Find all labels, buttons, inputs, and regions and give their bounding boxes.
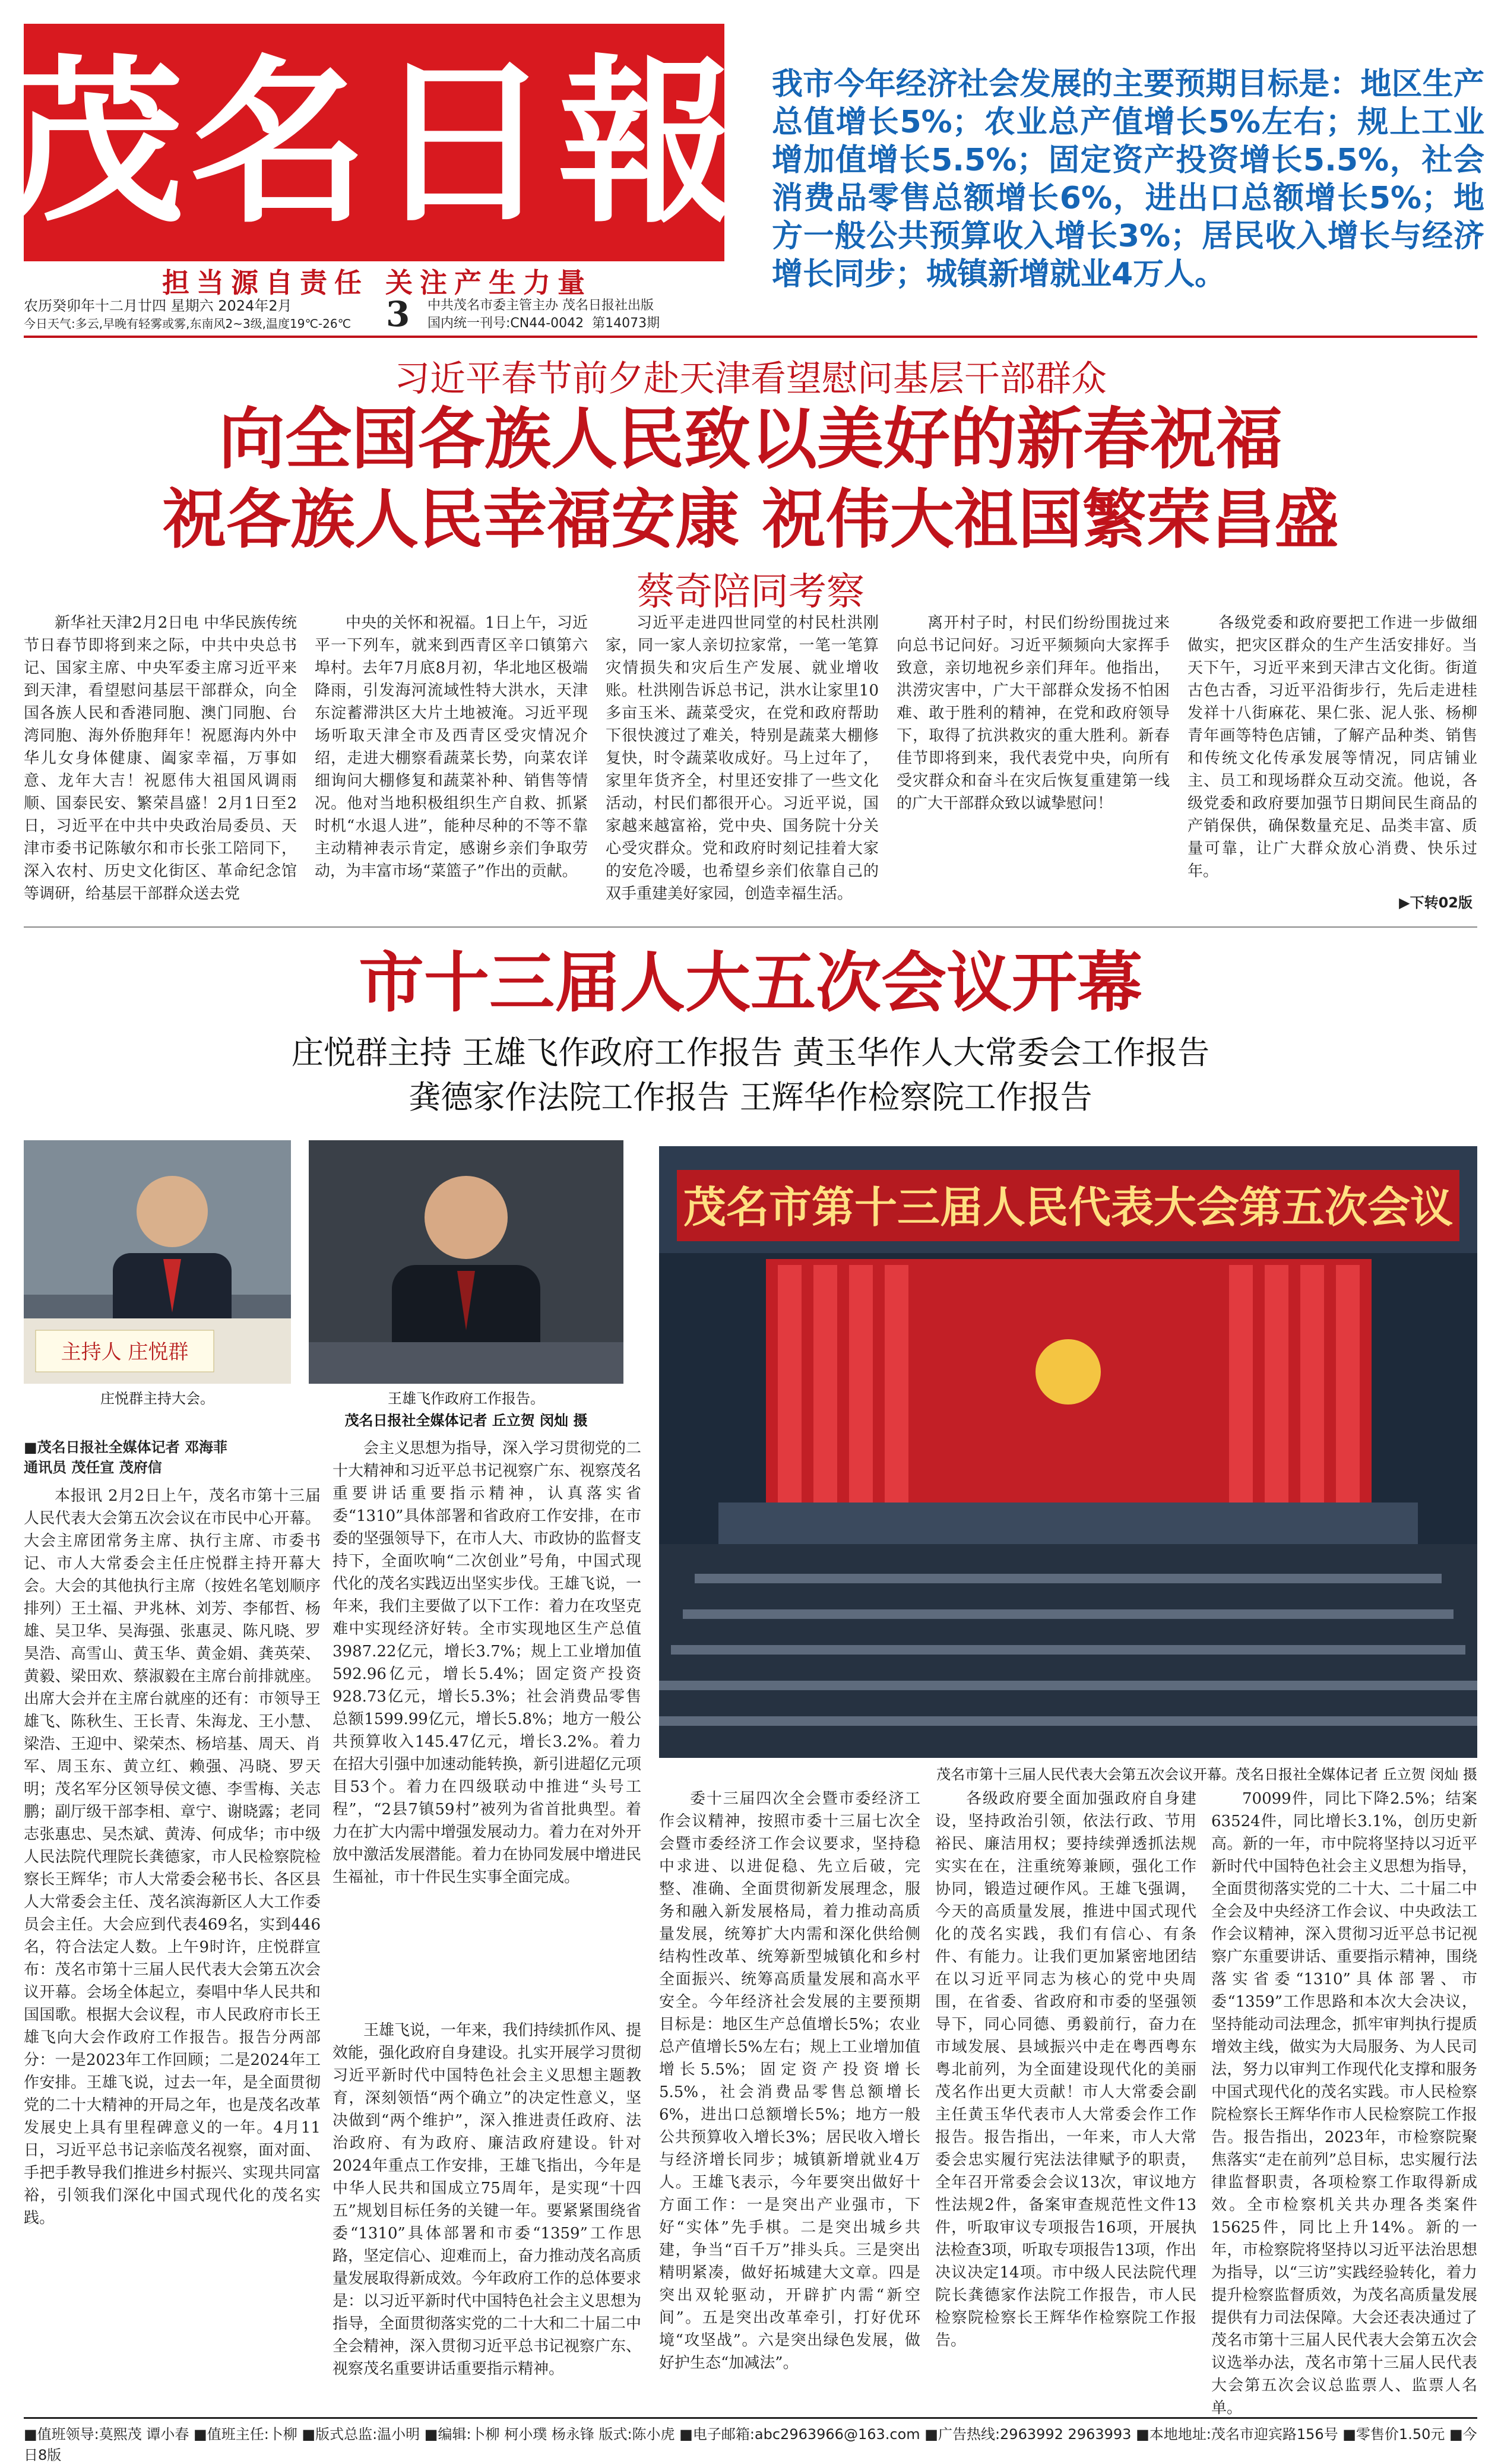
- photo1-caption: 庄悦群主持大会。: [100, 1390, 214, 1407]
- masthead: [6, 24, 742, 261]
- story1-column-1: 新华社天津2月2日电 中华民族传统节日春节即将到来之际，中共中央总书记、国家主席、中央军委主席习近平来到天津，看望慰问基层干部群众，向全国各族人民和香港同胞、澳门同胞、台湾同胞、海外侨胞拜年！祝愿海内外中华儿女身体健康、阖家幸福，万事如意、龙年大吉！祝愿伟大祖国风调雨顺、国泰民安、繁荣昌盛！2月1日至2日，习近平在中共中央政治局委员、天津市委书记陈敏尔和市长张工陪同下，深入农村、历史文化街区、革命纪念馆等调研，给基层干部群众送去党: [24, 614, 297, 903]
- masthead-rule: [24, 336, 1477, 338]
- hall-banner: 茂名市第十三届人民代表大会第五次会议: [683, 1182, 1454, 1232]
- date-line: [24, 297, 380, 333]
- story2-title: 市十三届人大五次会议开幕: [359, 944, 1142, 1021]
- story1-title: 向全国各族人民致以美好的新春祝福: [218, 400, 1282, 478]
- story1-column-4: 离开村子时，村民们纷纷围拢过来向总书记问好。习近平频频向大家挥手致意，亲切地祝乡亲们拜年。他指出，洪涝灾害中，广大干部群众发扬不怕困难、敢于胜利的精神，在党和政府领导下，取得了抗洪救灾的重大胜利。新春佳节即将到来，我代表党中央，向所有受灾群众和奋斗在灾后恢复重建第一线的广大干部群众致以诚挚慰问！: [897, 614, 1170, 812]
- story1-kicker: 习近平春节前夕赴天津看望慰问基层干部群众: [394, 358, 1107, 400]
- issue-number: 第14073期: [592, 316, 660, 331]
- story2-subtitle-1: 庄悦群主持 王雄飞作政府工作报告 黄玉华作人大常委会工作报告: [291, 1034, 1210, 1071]
- section-divider: [24, 926, 1477, 928]
- story2-column-4: 委十三届四次全会暨市委经济工作会议精神，按照市委十三届七次全会暨市委经济工作会议要求，坚持稳中求进、以进促稳、先立后破，完整、准确、全面贯彻新发展理念，服务和融入新发展格局，着力推动高质量发展，统筹扩大内需和深化供给侧结构性改革、统筹新型城镇化和乡村全面振兴、统筹高质量发展和高水平安全。今年经济社会发展的主要预期目标是：地区生产总值增长5%；农业总产值增长5%左右；规上工业增加值增长5.5%；固定资产投资增长5.5%，社会消费品零售总额增长6%，进出口总额增长5%；地方一般公共预算收入增长3%；居民收入增长与经济增长同步；城镇新增就业4万人。王雄飞表示，今年要突出做好十方面工作：一是突出产业强市，下好“实体”先手棋。二是突出城乡共建，争当“百千万”排头兵。三是突出精明紧凑，做好拓城建大文章。四是突出双轮驱动，开辟扩内需“新空间”。五是突出改革牵引，打好优环境“攻坚战”。六是突出绿色发展，做好护生态“加减法”。: [659, 1790, 920, 2372]
- story1-title2: 祝各族人民幸福安康 祝伟大祖国繁荣昌盛: [162, 482, 1339, 557]
- story1-subtitle: 蔡奇陪同考察: [636, 570, 864, 614]
- goals-summary: 我市今年经济社会发展的主要预期目标是：地区生产总值增长5%；农业总产值增长5%左右；规上工业增加值增长5.5%；固定资产投资增长5.5%，社会消费品零售总额增长6%，进出口总额增长5%；地方一般公共预算收入增长3%；居民收入增长与经济增长同步；城镇新增就业4万人。: [772, 67, 1484, 292]
- story2-column-6: 70099件，同比下降2.5%；结案63524件，同比增长3.1%，创历史新高。新的一年，市中院将坚持以习近平新时代中国特色社会主义思想为指导，全面贯彻落实党的二十大、二十届二中全会及中央经济工作会议、中央政法工作会议精神，深入贯彻习近平总书记视察广东重要讲话、重要指示精神，围绕落实省委“1310”具体部署、市委“1359”工作思路和本次大会决议，坚持能动司法理念，抓牢审判执行提质增效主线，做实为大局服务、为人民司法，努力以审判工作现代化支撑和服务中国式现代化的茂名实践。市人民检察院检察长王辉华作市人民检察院工作报告。报告指出，2023年，市检察院聚焦落实“走在前列”总目标，忠实履行法律监督职责，各项检察工作取得新成效。全市检察机关共办理各类案件15625件，同比上升14%。新的一年，市检察院将坚持以习近平法治思想为指导，以“三访”实践经验转化，着力提升检察监督质效，为茂名高质量发展提供有力司法保障。大会还表决通过了茂名市第十三届人民代表大会第五次会议选举办法，茂名市第十三届人民代表大会第五次会议总监票人、监票人名单。: [1211, 1790, 1477, 2417]
- newspaper-logo: [6, 24, 742, 261]
- story2-column-1: 本报讯 2月2日上午，茂名市第十三届人民代表大会第五次会议在市民中心开幕。大会主席团常务主席、执行主席、市委书记、市人大常委会主任庄悦群主持开幕大会。大会的其他执行主席（按姓名笔划顺序排列）王土福、尹兆林、刘芳、李郁哲、杨雄、吴卫华、吴海强、张惠灵、陈凡晓、罗昊浩、高雪山、黄玉华、黄金娟、龚英荣、黄毅、梁田欢、蔡淑毅在主席台前排就座。出席大会并在主席台就座的还有：市领导王雄飞、陈秋生、王长青、朱海龙、王小慧、梁浩、王迎中、梁荣杰、杨培基、周天、肖军、周玉东、黄立红、赖强、冯晓、罗天明；茂名军分区领导侯文德、李雪梅、关志鹏；副厅级干部李相、章宁、谢晓露；老同志张惠忠、吴杰斌、黄涛、何成华；市中级人民法院代理院长龚德家，市人民检察院检察长王辉华；市人大常委会秘书长、各区县人大常委会主任、茂名滨海新区人大工作委员会主任。大会应到代表469名，实到446名，符合法定人数。上午9时许，庄悦群宣布：茂名市第十三届人民代表大会第五次会议开幕。会场全体起立，奏唱中华人民共和国国歌。根据大会议程，市人民政府市长王雄飞向大会作政府工作报告。报告分两部分：一是2023年工作回顾；二是2024年工作安排。王雄飞说，过去一年，是全面贯彻党的二十大精神的开局之年，也是茂名改革发展史上具有里程碑意义的一年。4月11日，习近平总书记亲临茂名视察，面对面、手把手教导我们推进乡村振兴、实现共同富裕，引领我们深化中国式现代化的茂名实践。: [24, 1487, 321, 2227]
- story2-column-2: 会主义思想为指导，深入学习贯彻党的二十大精神和习近平总书记视察广东、视察茂名重要讲话重要指示精神，认真落实省委“1310”具体部署和省政府工作安排，在市委的坚强领导下，在市人大、市政协的监督支持下，全面吹响“二次创业”号角，中国式现代化的茂名实践迈出坚实步伐。王雄飞说，一年来，我们主要做了以下工作：着力在攻坚克难中实现经济好转。全市实现地区生产总值3987.22亿元，增长3.7%；规上工业增加值592.96亿元，增长5.4%；固定资产投资928.73亿元，增长5.3%；社会消费品零售总额1599.99亿元，增长5.8%；地方一般公共预算收入145.47亿元，增长3.2%。着力在招大引强中加速动能转换，新引进超亿元项目53个。着力在四级联动中推进“头号工程”，“2县7镇59村”被列为省首批典型。着力在扩大内需中增强发展动力。着力在对外开放中激活发展潜能。着力在协同发展中增进民生福祉，市十件民生实事全面完成。: [332, 1440, 642, 1886]
- day-number: 3: [386, 294, 410, 334]
- svg-text:茂名日報: 茂名日報: [6, 37, 742, 247]
- slogan: 担当源自责任 关注产生力量: [162, 267, 592, 299]
- continued-link[interactable]: ▶下转02版: [1399, 894, 1472, 911]
- nameplate-text: 主持人 庄悦群: [61, 1340, 189, 1364]
- photo-congress-hall: [659, 1146, 1477, 1758]
- publisher: 中共茂名市委主管主办 茂名日报社出版: [428, 298, 654, 313]
- story1-column-5: 各级党委和政府要把工作进一步做细做实，把灾区群众的生产生活安排好。当天下午，习近平来到天津古文化街。街道古色古香，习近平沿街步行，先后走进桂发祥十八街麻花、果仁张、泥人张、杨柳青年画等特色店铺，了解产品种类、销售和传统文化传承发展等情况，同店铺业主、员工和现场群众互动交流。他说，各级党委和政府要加强节日期间民生商品的产销保供，确保数量充足、品类丰富、质量可靠，让广大群众放心消费、快乐过年。: [1188, 614, 1477, 880]
- story2-subtitle-2: 龚德家作法院工作报告 王辉华作检察院工作报告: [408, 1078, 1092, 1116]
- photo-chairman: [24, 1140, 291, 1384]
- weather-line: 今日天气:多云,早晚有轻雾或雾,东南风2~3级,温度19℃-26℃: [24, 317, 352, 331]
- main-photo-caption: 茂名市第十三届人民代表大会第五次会议开幕。茂名日报社全媒体记者 丘立贺 闵灿 摄: [936, 1766, 1477, 1783]
- story1-column-3: 习近平走进四世同堂的村民杜洪刚家，同一家人亲切拉家常，一笔一笔算灾情损失和灾后生产发展、就业增收账。杜洪刚告诉总书记，洪水让家里10多亩玉米、蔬菜受灾，在党和政府帮助下很快渡过了难关，特别是蔬菜大棚修复快，时令蔬菜收成好。马上过年了，家里年货齐全，村里还安排了一些文化活动，村民们都很开心。习近平说，国家越来越富裕，党中央、国务院十分关心受灾群众。党和政府时刻记挂着大家的安危冷暖，也希望乡亲们依靠自己的双手重建美好家园，创造幸福生活。: [606, 614, 879, 903]
- story2-column-3: 王雄飞说，一年来，我们持续抓作风、提效能，强化政府自身建设。扎实开展学习贯彻习近平新时代中国特色社会主义思想主题教育，深刻领悟“两个确立”的决定性意义，坚决做到“两个维护”，深入推进责任政府、法治政府、有为政府、廉洁政府建设。针对2024年重点工作安排，王雄飞指出，今年是中华人民共和国成立75周年，是实现“十四五”规划目标任务的关键一年。要紧紧围绕省委“1310”具体部署和市委“1359”工作思路，坚定信心、迎难而上，奋力推动茂名高质量发展取得新成效。今年政府工作的总体要求是：以习近平新时代中国特色社会主义思想为指导，全面贯彻落实党的二十大和二十届二中全会精神，深入贯彻习近平总书记视察广东、视察茂名重要讲话重要指示精神。: [332, 2019, 641, 2405]
- photo2-caption: 王雄飞作政府工作报告。: [388, 1390, 544, 1407]
- byline: ■茂名日报社全媒体记者 邓海菲 通讯员 茂任宣 茂府信: [24, 1439, 228, 1476]
- lunar-date: 农历癸卯年十二月廿四 星期六 2024年2月: [24, 298, 292, 314]
- story1-column-2: 中央的关怀和祝福。1日上午，习近平一下列车，就来到西青区辛口镇第六埠村。去年7月底8月初，华北地区极端降雨，引发海河流域性特大洪水，天津东淀蓄滞洪区大片土地被淹。习近平现场听取天津全市及西青区受灾情况介绍，走进大棚察看蔬菜长势，向菜农详细询问大棚修复和蔬菜补种、销售等情况。他对当地积极组织生产自救、抓紧时机“水退人进”，能种尽种的不等不靠主动精神表示肯定，感谢乡亲们争取劳动，为丰富市场“菜篮子”作出的贡献。: [315, 614, 588, 880]
- footer: ■值班领导:莫熙茂 谭小春 ■值班主任:卜柳 ■版式总监:温小明 ■编辑:卜柳 柯小璞 杨永锋 版式:陈小虎 ■电子邮箱:abc2963966@163.com ■广告热线:2963992 2963993 ■本地地址:茂名市迎宾路156号 ■零售价1.50元 ■今日8版: [24, 2417, 1477, 2446]
- story2-column-5: 各级政府要全面加强政府自身建设，坚持政治引领，依法行政、节用裕民、廉洁用权；要持续弹透抓法规实实在在，注重统筹兼顾，强化工作协同，锻造过硬作风。王雄飞强调，今天的高质量发展，推进中国式现代化的茂名实践，我们有信心、有条件、有能力。让我们更加紧密地团结在以习近平同志为核心的党中央周围，在省委、省政府和市委的坚强领导下，同心同德、勇毅前行，奋力在市域发展、县域振兴中走在粤西粤东粤北前列，为全面建设现代化的美丽茂名作出更大贡献！市人大常委会副主任黄玉华代表市人大常委会作工作报告。报告指出，一年来，市人大常委会忠实履行宪法法律赋予的职责，全年召开常委会会议13次，审议地方性法规2件，备案审查规范性文件13件，听取审议专项报告16项，开展执法检查3项，听取专项报告13项，作出决议决定14项。市中级人民法院代理院长龚德家作法院工作报告，市人民检察院检察长王辉华作检察院工作报告。: [935, 1790, 1196, 2349]
- photo-mayor: [309, 1140, 623, 1384]
- cn-number: 国内统一刊号:CN44-0042: [428, 316, 584, 331]
- publisher-info: [428, 297, 724, 333]
- photo2-credit: 茂名日报社全媒体记者 丘立贺 闵灿 摄: [344, 1412, 588, 1429]
